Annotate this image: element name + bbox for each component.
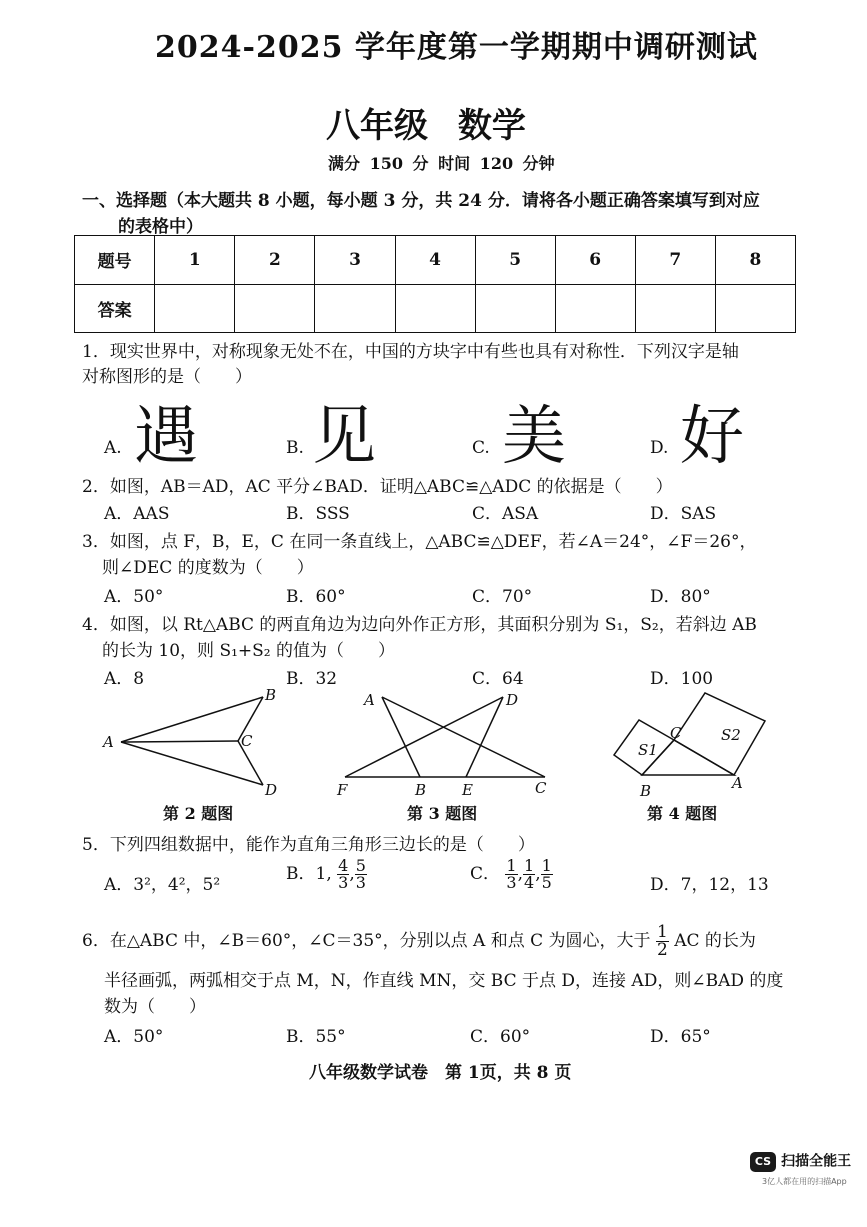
scanner-watermark — [750, 1150, 851, 1172]
watermark-name: 扫描全能王 — [781, 1153, 852, 1170]
q2-line1: 2．如图，AB＝AD，AC 平分∠BAD．证明△ABC≌△ADC 的依据是（ ） — [82, 477, 673, 497]
cell-number: 6 — [555, 236, 635, 285]
fig3-label-b: B — [415, 781, 427, 799]
answer-cell[interactable] — [635, 284, 715, 333]
fig3-segment-ac — [382, 697, 545, 777]
fig4-label-b: B — [640, 782, 652, 800]
fig2-label-d: D — [265, 781, 278, 799]
section-instructions-line2: 的表格中） — [118, 217, 203, 237]
q1-option-a-label: A. — [104, 438, 122, 458]
q4-line1: 4．如图，以 Rt△ABC 的两直角边为边向外作正方形，其面积分别为 S₁，S₂，若斜边 AB — [82, 615, 757, 635]
q3-option-a: A．50° — [104, 587, 164, 607]
q4-option-a: A．8 — [104, 669, 145, 689]
q5-c-frac-1: $\frac{1}{3}$ — [506, 856, 517, 892]
q4-option-b: B．32 — [286, 669, 338, 689]
figure-4 — [608, 688, 788, 800]
fig3-caption: 第 3 题图 — [407, 804, 478, 823]
answer-cell[interactable] — [555, 284, 635, 333]
q5-option-d: D．7，12，13 — [650, 875, 769, 895]
q5-line1: 5．下列四组数据中，能作为直角三角形三边长的是（ ） — [82, 835, 535, 855]
page-footer: 八年级数学试卷 第 1页，共 8 页 — [309, 1063, 572, 1083]
q4-option-d: D．100 — [650, 669, 714, 689]
q5-b-frac-2: $\frac{5}{3}$ — [355, 856, 366, 892]
q1-option-a-char: 遇 — [134, 400, 198, 474]
fig3-label-f: F — [337, 781, 348, 799]
q5-c-frac-3: $\frac{1}{5}$ — [541, 856, 552, 892]
fig3-label-e: E — [462, 781, 473, 799]
exam-subtitle: 八年级 数学 — [326, 106, 526, 146]
q6-option-c: C．60° — [470, 1027, 531, 1047]
q1-option-d-char: 好 — [680, 400, 744, 474]
camscanner-logo-icon: CS — [750, 1152, 776, 1172]
q3-option-d: D．80° — [650, 587, 711, 607]
q3-line1: 3．如图，点 F，B，E，C 在同一条直线上，△ABC≌△DEF，若∠A＝24°，∠F＝26°， — [82, 532, 757, 552]
q5-option-c-label: C． — [470, 864, 501, 884]
answer-cell[interactable] — [155, 284, 235, 333]
fig2-label-a: A — [103, 733, 114, 751]
answer-cell[interactable] — [715, 284, 795, 333]
q3-option-b: B．60° — [286, 587, 346, 607]
q6-line2: 半径画弧，两弧相交于点 M，N，作直线 MN，交 BC 于点 D，连接 AD，则∠BAD 的度 — [104, 971, 784, 991]
fig3-segment-ab — [382, 697, 420, 777]
q2-option-c: C．ASA — [472, 504, 539, 524]
fig2-caption: 第 2 题图 — [163, 804, 234, 823]
q2-option-d: D．SAS — [650, 504, 717, 524]
q5-option-b-label: B． — [286, 864, 316, 884]
exam-meta: 满分 150 分 时间 120 分钟 — [328, 154, 555, 173]
q1-option-c-char: 美 — [502, 400, 566, 474]
fig4-label-c: C — [670, 724, 682, 742]
q1-line2: 对称图形的是（ ） — [82, 367, 252, 387]
fig2-segment-ac — [121, 741, 238, 742]
fig4-label-s2: S2 — [721, 726, 741, 744]
q5-c-frac-2: $\frac{1}{4}$ — [524, 856, 535, 892]
q5-b-frac-1: $\frac{4}{3}$ — [338, 856, 349, 892]
q6-line1 — [82, 924, 756, 959]
q6-option-b: B．55° — [286, 1027, 346, 1047]
cell-number: 4 — [395, 236, 475, 285]
q1-option-b-label: B. — [286, 438, 304, 458]
q1-option-c-label: C. — [472, 438, 490, 458]
fig4-label-s1: S1 — [638, 741, 658, 759]
q1-line1: 1．现实世界中，对称现象无处不在，中国的方块字中有些也具有对称性．下列汉字是轴 — [82, 342, 739, 362]
q5-option-c: C． $\frac{1}{3}$ , $\frac{1}{4}$ , $\frac{1}{5}$ — [470, 856, 552, 892]
watermark-tagline: 3亿人都在用的扫描App — [762, 1177, 847, 1186]
q2-option-b: B．SSS — [286, 504, 350, 524]
q3-option-c: C．70° — [472, 587, 533, 607]
fig3-label-c: C — [535, 779, 547, 797]
cell-number: 5 — [475, 236, 555, 285]
q5-option-b-lead: 1, — [315, 864, 332, 884]
fig3-label-d: D — [506, 691, 519, 709]
figure-3 — [330, 685, 560, 800]
q2-option-a: A．AAS — [104, 504, 170, 524]
row-label-answer: 答案 — [75, 284, 155, 333]
fig3-segment-df — [345, 697, 503, 777]
fig4-square-s2 — [674, 693, 765, 775]
exam-title: 2024-2025 学年度第一学期期中调研测试 — [155, 30, 758, 65]
q5-option-a: A．3²，4²，5² — [104, 875, 221, 895]
figure-2 — [95, 682, 295, 802]
q4-option-c: C．64 — [472, 669, 524, 689]
q6-line1-pre: 6．在△ABC 中，∠B＝60°，∠C＝35°，分别以点 A 和点 C 为圆心，大于 — [82, 931, 651, 951]
q6-option-a: A．50° — [104, 1027, 164, 1047]
fig4-label-a: A — [732, 774, 743, 792]
answer-cell[interactable] — [395, 284, 475, 333]
q6-line1-post: AC 的长为 — [674, 931, 756, 951]
q4-line2: 的长为 10，则 S₁+S₂ 的值为（ ） — [102, 641, 396, 661]
q1-option-b-char: 见 — [312, 400, 376, 474]
row-label-number: 题号 — [75, 236, 155, 285]
fig2-label-b: B — [265, 686, 277, 704]
fig4-caption: 第 4 题图 — [647, 804, 718, 823]
answer-cell[interactable] — [475, 284, 555, 333]
cell-number: 1 — [155, 236, 235, 285]
q1-option-d-label: D. — [650, 438, 669, 458]
fig3-segment-de — [466, 697, 503, 777]
fig3-label-a: A — [364, 691, 375, 709]
section-instructions-line1: 一、选择题（本大题共 8 小题，每小题 3 分，共 24 分．请将各小题正确答案填写到对应 — [82, 191, 760, 211]
answer-cell[interactable] — [235, 284, 315, 333]
q3-line2: 则∠DEC 的度数为（ ） — [102, 558, 314, 578]
q6-option-d: D．65° — [650, 1027, 711, 1047]
cell-number: 8 — [715, 236, 795, 285]
fig2-label-c: C — [241, 732, 253, 750]
cell-number: 2 — [235, 236, 315, 285]
q5-option-b: B．1, $\frac{4}{3}$ , $\frac{5}{3}$ — [286, 856, 366, 892]
cell-number: 3 — [315, 236, 395, 285]
answer-cell[interactable] — [315, 284, 395, 333]
q6-line3: 数为（ ） — [104, 997, 206, 1017]
answer-table — [74, 235, 796, 333]
cell-number: 7 — [635, 236, 715, 285]
q6-frac-half: $\frac{1}{2}$ — [656, 922, 668, 960]
